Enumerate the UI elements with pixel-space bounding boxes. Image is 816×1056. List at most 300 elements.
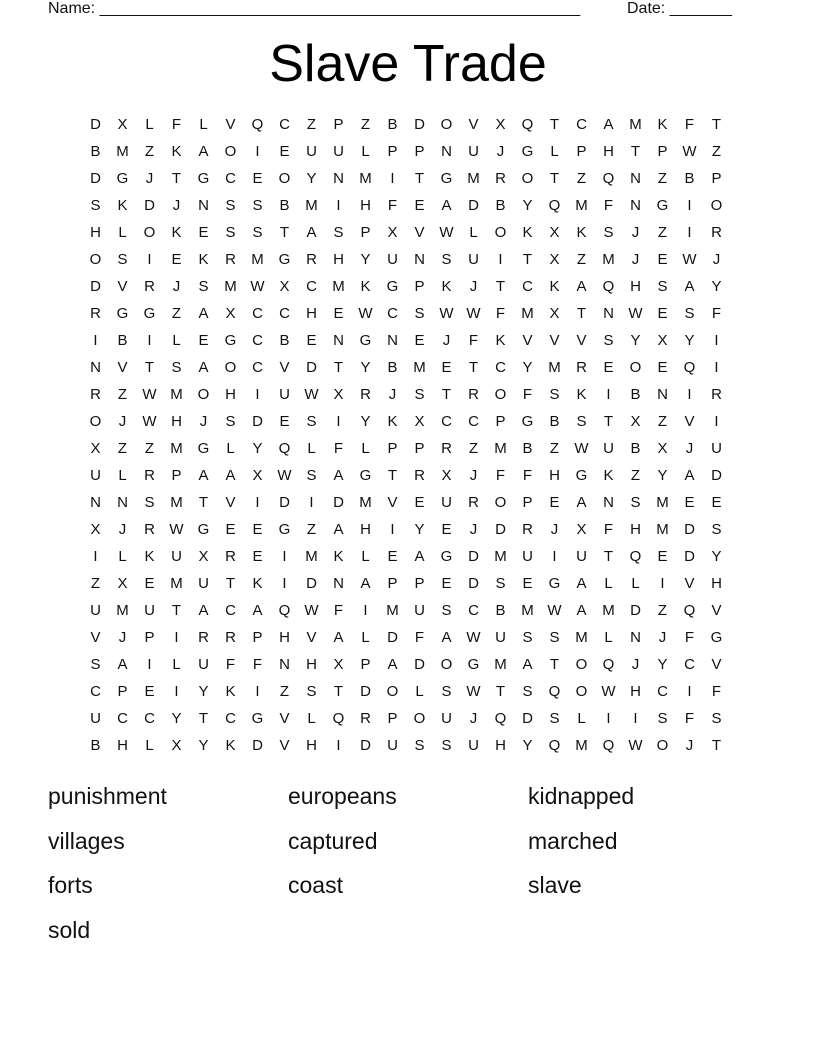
grid-letter: Z bbox=[711, 143, 722, 160]
grid-letter: S bbox=[603, 224, 614, 241]
grid-letter: L bbox=[118, 467, 127, 484]
grid-letter: F bbox=[333, 602, 344, 619]
grid-letter: G bbox=[656, 197, 669, 214]
grid-letter: D bbox=[144, 197, 155, 214]
grid-letter: I bbox=[498, 251, 503, 268]
grid-letter: Y bbox=[711, 548, 722, 565]
grid-letter: K bbox=[603, 467, 614, 484]
grid-letter: Y bbox=[684, 332, 695, 349]
grid-letter: G bbox=[440, 548, 453, 565]
grid-letter: L bbox=[172, 656, 181, 673]
grid-letter: Q bbox=[602, 278, 615, 295]
grid-letter: S bbox=[549, 386, 560, 403]
grid-letter: B bbox=[495, 197, 506, 214]
grid-letter: Q bbox=[521, 116, 534, 133]
grid-letter: I bbox=[714, 332, 719, 349]
grid-letter: T bbox=[495, 683, 506, 700]
grid-letter: K bbox=[441, 278, 452, 295]
grid-letter: A bbox=[198, 602, 209, 619]
grid-letter: Z bbox=[117, 440, 128, 457]
grid-letter: W bbox=[250, 278, 265, 295]
grid-letter: M bbox=[116, 602, 129, 619]
grid-letter: Z bbox=[468, 440, 479, 457]
grid-letter: L bbox=[118, 224, 127, 241]
grid-letter: Z bbox=[657, 413, 668, 430]
grid-letter: Y bbox=[252, 440, 263, 457]
grid-letter: X bbox=[657, 440, 668, 457]
grid-letter: H bbox=[306, 305, 317, 322]
grid-letter: Y bbox=[306, 170, 317, 187]
grid-letter: D bbox=[468, 548, 479, 565]
grid-letter: I bbox=[687, 386, 692, 403]
grid-letter: D bbox=[306, 359, 317, 376]
grid-letter: E bbox=[549, 494, 560, 511]
grid-letter: F bbox=[711, 305, 722, 322]
grid-row bbox=[82, 435, 730, 462]
grid-letter: C bbox=[684, 656, 695, 673]
grid-letter: L bbox=[361, 629, 370, 646]
grid-letter: I bbox=[633, 710, 638, 727]
grid-letter: N bbox=[333, 332, 344, 349]
grid-letter: D bbox=[711, 467, 722, 484]
grid-letter: W bbox=[466, 305, 481, 322]
grid-letter: S bbox=[90, 197, 101, 214]
grid-letter: S bbox=[549, 629, 560, 646]
grid-letter: T bbox=[333, 683, 344, 700]
grid-letter: C bbox=[252, 359, 263, 376]
grid-row bbox=[82, 327, 730, 354]
grid-letter: E bbox=[657, 305, 668, 322]
grid-letter: D bbox=[252, 737, 263, 754]
grid-letter: T bbox=[171, 170, 182, 187]
grid-letter: I bbox=[660, 575, 665, 592]
grid-letter: L bbox=[361, 440, 370, 457]
grid-letter: N bbox=[414, 251, 425, 268]
grid-letter: L bbox=[550, 143, 559, 160]
grid-letter: I bbox=[336, 197, 341, 214]
grid-letter: V bbox=[576, 332, 587, 349]
grid-letter: F bbox=[225, 656, 236, 673]
grid-letter: K bbox=[657, 116, 668, 133]
grid-letter: J bbox=[118, 629, 127, 646]
grid-letter: G bbox=[440, 170, 453, 187]
grid-letter: H bbox=[360, 521, 371, 538]
grid-letter: S bbox=[495, 575, 506, 592]
grid-letter: D bbox=[387, 629, 398, 646]
word-list bbox=[48, 778, 768, 956]
grid-letter: S bbox=[90, 656, 101, 673]
grid-letter: G bbox=[359, 467, 372, 484]
grid-letter: D bbox=[468, 197, 479, 214]
grid-letter: T bbox=[603, 548, 614, 565]
grid-letter: N bbox=[657, 386, 668, 403]
grid-letter: T bbox=[711, 737, 722, 754]
grid-letter: I bbox=[687, 683, 692, 700]
grid-letter: J bbox=[118, 413, 127, 430]
grid-letter: B bbox=[630, 386, 641, 403]
grid-letter: L bbox=[469, 224, 478, 241]
grid-letter: A bbox=[441, 197, 452, 214]
grid-letter: X bbox=[414, 413, 425, 430]
grid-letter: O bbox=[521, 170, 534, 187]
grid-letter: T bbox=[279, 224, 290, 241]
grid-letter: E bbox=[144, 683, 155, 700]
grid-letter: F bbox=[171, 116, 182, 133]
grid-letter: T bbox=[387, 467, 398, 484]
grid-letter: R bbox=[576, 359, 587, 376]
grid-letter: W bbox=[547, 602, 562, 619]
word-list-item: marched bbox=[528, 827, 618, 854]
grid-letter: M bbox=[494, 440, 507, 457]
grid-letter: M bbox=[413, 359, 426, 376]
grid-letter: M bbox=[305, 197, 318, 214]
grid-letter: I bbox=[606, 386, 611, 403]
grid-letter: H bbox=[630, 521, 641, 538]
grid-letter: S bbox=[522, 683, 533, 700]
grid-row bbox=[82, 705, 730, 732]
grid-letter: G bbox=[197, 521, 210, 538]
grid-letter: N bbox=[603, 305, 614, 322]
grid-letter: J bbox=[631, 251, 640, 268]
grid-letter: E bbox=[225, 521, 236, 538]
grid-letter: T bbox=[630, 143, 641, 160]
grid-letter: R bbox=[414, 467, 425, 484]
grid-letter: C bbox=[117, 710, 128, 727]
grid-letter: U bbox=[306, 143, 317, 160]
grid-letter: E bbox=[414, 197, 425, 214]
grid-letter: T bbox=[198, 710, 209, 727]
grid-letter: Z bbox=[576, 251, 587, 268]
grid-letter: J bbox=[388, 386, 397, 403]
grid-letter: K bbox=[522, 224, 533, 241]
grid-letter: I bbox=[714, 413, 719, 430]
grid-letter: X bbox=[90, 521, 101, 538]
grid-letter: U bbox=[468, 737, 479, 754]
grid-letter: C bbox=[441, 413, 452, 430]
grid-letter: T bbox=[333, 359, 344, 376]
grid-letter: L bbox=[172, 332, 181, 349]
grid-letter: G bbox=[116, 305, 129, 322]
grid-row bbox=[82, 732, 730, 759]
grid-letter: Q bbox=[278, 440, 291, 457]
grid-letter: U bbox=[576, 548, 587, 565]
grid-letter: V bbox=[225, 494, 236, 511]
grid-letter: C bbox=[252, 305, 263, 322]
grid-letter: G bbox=[116, 170, 129, 187]
grid-letter: Q bbox=[602, 737, 615, 754]
grid-row bbox=[82, 111, 730, 138]
grid-letter: A bbox=[684, 278, 695, 295]
grid-letter: A bbox=[603, 116, 614, 133]
grid-letter: Q bbox=[548, 683, 561, 700]
grid-letter: O bbox=[629, 359, 642, 376]
grid-letter: J bbox=[631, 224, 640, 241]
grid-letter: X bbox=[387, 224, 398, 241]
grid-letter: E bbox=[387, 548, 398, 565]
grid-letter: S bbox=[306, 683, 317, 700]
grid-letter: V bbox=[225, 116, 236, 133]
word-list-item: slave bbox=[528, 872, 582, 898]
grid-letter: K bbox=[117, 197, 128, 214]
grid-letter: Q bbox=[332, 710, 345, 727]
grid-letter: I bbox=[174, 683, 179, 700]
grid-letter: S bbox=[144, 494, 155, 511]
grid-letter: S bbox=[441, 683, 452, 700]
grid-letter: R bbox=[441, 440, 452, 457]
grid-letter: L bbox=[226, 440, 235, 457]
grid-letter: X bbox=[576, 521, 587, 538]
grid-letter: B bbox=[495, 602, 506, 619]
grid-letter: M bbox=[170, 440, 183, 457]
grid-letter: W bbox=[142, 413, 157, 430]
grid-letter: E bbox=[414, 332, 425, 349]
grid-letter: F bbox=[711, 683, 722, 700]
grid-row bbox=[82, 192, 730, 219]
grid-letter: E bbox=[414, 494, 425, 511]
grid-letter: T bbox=[441, 386, 452, 403]
grid-letter: N bbox=[387, 332, 398, 349]
grid-letter: P bbox=[414, 143, 425, 160]
grid-letter: C bbox=[225, 602, 236, 619]
grid-letter: S bbox=[414, 737, 425, 754]
grid-letter: I bbox=[174, 629, 179, 646]
grid-letter: B bbox=[549, 413, 560, 430]
grid-letter: F bbox=[387, 197, 398, 214]
grid-letter: P bbox=[387, 440, 398, 457]
grid-letter: Z bbox=[171, 305, 182, 322]
grid-letter: H bbox=[171, 413, 182, 430]
grid-letter: A bbox=[387, 656, 398, 673]
grid-letter: P bbox=[117, 683, 128, 700]
grid-letter: E bbox=[306, 332, 317, 349]
grid-letter: I bbox=[147, 656, 152, 673]
grid-row bbox=[82, 678, 730, 705]
grid-letter: Z bbox=[360, 116, 371, 133]
grid-letter: A bbox=[306, 224, 317, 241]
grid-letter: Z bbox=[630, 467, 641, 484]
grid-letter: S bbox=[225, 197, 236, 214]
grid-letter: L bbox=[631, 575, 640, 592]
grid-letter: B bbox=[279, 332, 290, 349]
grid-letter: D bbox=[360, 737, 371, 754]
grid-letter: E bbox=[603, 359, 614, 376]
grid-letter: W bbox=[169, 521, 184, 538]
grid-letter: C bbox=[468, 602, 479, 619]
grid-letter: J bbox=[172, 197, 181, 214]
grid-letter: G bbox=[521, 413, 534, 430]
grid-letter: M bbox=[521, 305, 534, 322]
grid-letter: A bbox=[441, 629, 452, 646]
grid-letter: K bbox=[225, 737, 236, 754]
grid-letter: A bbox=[414, 548, 425, 565]
grid-letter: P bbox=[387, 575, 398, 592]
grid-letter: B bbox=[117, 332, 128, 349]
grid-letter: H bbox=[495, 737, 506, 754]
grid-letter: S bbox=[441, 602, 452, 619]
grid-letter: S bbox=[657, 710, 668, 727]
grid-letter: B bbox=[387, 359, 398, 376]
grid-row bbox=[82, 570, 730, 597]
word-list-item: kidnapped bbox=[528, 783, 635, 809]
grid-letter: C bbox=[576, 116, 587, 133]
grid-letter: G bbox=[197, 170, 210, 187]
grid-letter: P bbox=[414, 278, 425, 295]
grid-letter: C bbox=[144, 710, 155, 727]
grid-letter: H bbox=[306, 737, 317, 754]
grid-letter: Y bbox=[198, 737, 209, 754]
grid-letter: O bbox=[197, 386, 210, 403]
grid-letter: L bbox=[199, 116, 208, 133]
grid-letter: S bbox=[711, 521, 722, 538]
grid-letter: D bbox=[279, 494, 290, 511]
grid-letter: H bbox=[279, 629, 290, 646]
grid-letter: U bbox=[441, 494, 452, 511]
grid-letter: F bbox=[684, 116, 695, 133]
grid-letter: H bbox=[711, 575, 722, 592]
grid-letter: V bbox=[279, 737, 290, 754]
grid-letter: A bbox=[225, 467, 236, 484]
grid-letter: N bbox=[630, 629, 641, 646]
grid-letter: E bbox=[171, 251, 182, 268]
grid-row bbox=[82, 516, 730, 543]
grid-letter: P bbox=[576, 143, 587, 160]
grid-letter: X bbox=[333, 656, 344, 673]
grid-letter: B bbox=[90, 737, 101, 754]
grid-letter: E bbox=[252, 521, 263, 538]
grid-letter: T bbox=[549, 116, 560, 133]
grid-letter: F bbox=[684, 710, 695, 727]
grid-letter: V bbox=[117, 359, 128, 376]
grid-letter: V bbox=[279, 710, 290, 727]
grid-letter: B bbox=[522, 440, 533, 457]
grid-letter: E bbox=[441, 521, 452, 538]
grid-letter: N bbox=[333, 575, 344, 592]
grid-letter: U bbox=[468, 143, 479, 160]
grid-letter: M bbox=[548, 359, 561, 376]
grid-letter: R bbox=[468, 494, 479, 511]
grid-row bbox=[82, 624, 730, 651]
grid-letter: O bbox=[656, 737, 669, 754]
grid-letter: U bbox=[387, 737, 398, 754]
grid-letter: U bbox=[90, 467, 101, 484]
grid-letter: Z bbox=[90, 575, 101, 592]
grid-letter: I bbox=[255, 494, 260, 511]
grid-letter: E bbox=[441, 575, 452, 592]
grid-letter: W bbox=[628, 305, 643, 322]
grid-letter: Q bbox=[602, 656, 615, 673]
grid-letter: X bbox=[198, 548, 209, 565]
grid-letter: M bbox=[602, 602, 615, 619]
grid-letter: Y bbox=[657, 467, 668, 484]
grid-letter: J bbox=[118, 521, 127, 538]
grid-letter: Q bbox=[494, 710, 507, 727]
grid-letter: J bbox=[469, 467, 478, 484]
grid-letter: W bbox=[304, 602, 319, 619]
grid-letter: W bbox=[466, 683, 481, 700]
grid-letter: S bbox=[576, 413, 587, 430]
grid-letter: B bbox=[279, 197, 290, 214]
grid-letter: P bbox=[387, 143, 398, 160]
grid-letter: F bbox=[333, 440, 344, 457]
grid-letter: I bbox=[552, 548, 557, 565]
grid-letter: H bbox=[225, 386, 236, 403]
grid-letter: R bbox=[225, 548, 236, 565]
grid-letter: B bbox=[387, 116, 398, 133]
grid-row bbox=[82, 651, 730, 678]
grid-letter: D bbox=[306, 575, 317, 592]
letter-grid bbox=[82, 111, 730, 759]
grid-letter: M bbox=[575, 737, 588, 754]
grid-letter: D bbox=[522, 710, 533, 727]
grid-letter: N bbox=[441, 143, 452, 160]
grid-row bbox=[82, 138, 730, 165]
grid-letter: A bbox=[198, 359, 209, 376]
grid-letter: G bbox=[467, 656, 480, 673]
grid-letter: T bbox=[549, 656, 560, 673]
grid-letter: X bbox=[549, 224, 560, 241]
grid-letter: Q bbox=[548, 197, 561, 214]
grid-letter: Q bbox=[629, 548, 642, 565]
grid-letter: D bbox=[90, 278, 101, 295]
grid-letter: I bbox=[93, 332, 98, 349]
grid-row bbox=[82, 165, 730, 192]
grid-letter: J bbox=[685, 737, 694, 754]
grid-letter: X bbox=[549, 251, 560, 268]
grid-letter: Y bbox=[711, 278, 722, 295]
grid-letter: R bbox=[198, 629, 209, 646]
grid-letter: L bbox=[118, 548, 127, 565]
grid-letter: F bbox=[414, 629, 425, 646]
grid-letter: J bbox=[712, 251, 721, 268]
grid-letter: W bbox=[142, 386, 157, 403]
grid-letter: T bbox=[576, 305, 587, 322]
grid-letter: X bbox=[495, 116, 506, 133]
grid-letter: S bbox=[441, 251, 452, 268]
grid-letter: O bbox=[575, 683, 588, 700]
grid-letter: U bbox=[414, 602, 425, 619]
grid-letter: I bbox=[390, 521, 395, 538]
grid-row bbox=[82, 489, 730, 516]
grid-letter: G bbox=[197, 440, 210, 457]
date-field-label: Date: _______ bbox=[627, 0, 732, 17]
grid-row bbox=[82, 381, 730, 408]
grid-letter: T bbox=[171, 602, 182, 619]
word-list-item: coast bbox=[288, 872, 343, 898]
grid-letter: U bbox=[495, 629, 506, 646]
grid-letter: E bbox=[252, 548, 263, 565]
grid-letter: O bbox=[413, 710, 426, 727]
grid-letter: A bbox=[333, 629, 344, 646]
grid-letter: S bbox=[630, 494, 641, 511]
grid-letter: Z bbox=[657, 602, 668, 619]
grid-letter: R bbox=[522, 521, 533, 538]
grid-letter: N bbox=[117, 494, 128, 511]
grid-letter: Z bbox=[657, 170, 668, 187]
grid-letter: P bbox=[360, 224, 371, 241]
grid-letter: I bbox=[282, 548, 287, 565]
grid-letter: D bbox=[414, 116, 425, 133]
grid-letter: G bbox=[224, 332, 237, 349]
grid-letter: K bbox=[333, 548, 344, 565]
grid-letter: U bbox=[603, 440, 614, 457]
grid-letter: X bbox=[117, 575, 128, 592]
grid-letter: I bbox=[687, 197, 692, 214]
grid-letter: K bbox=[252, 575, 263, 592]
grid-letter: D bbox=[414, 656, 425, 673]
grid-letter: C bbox=[225, 710, 236, 727]
grid-letter: K bbox=[144, 548, 155, 565]
grid-letter: S bbox=[306, 467, 317, 484]
